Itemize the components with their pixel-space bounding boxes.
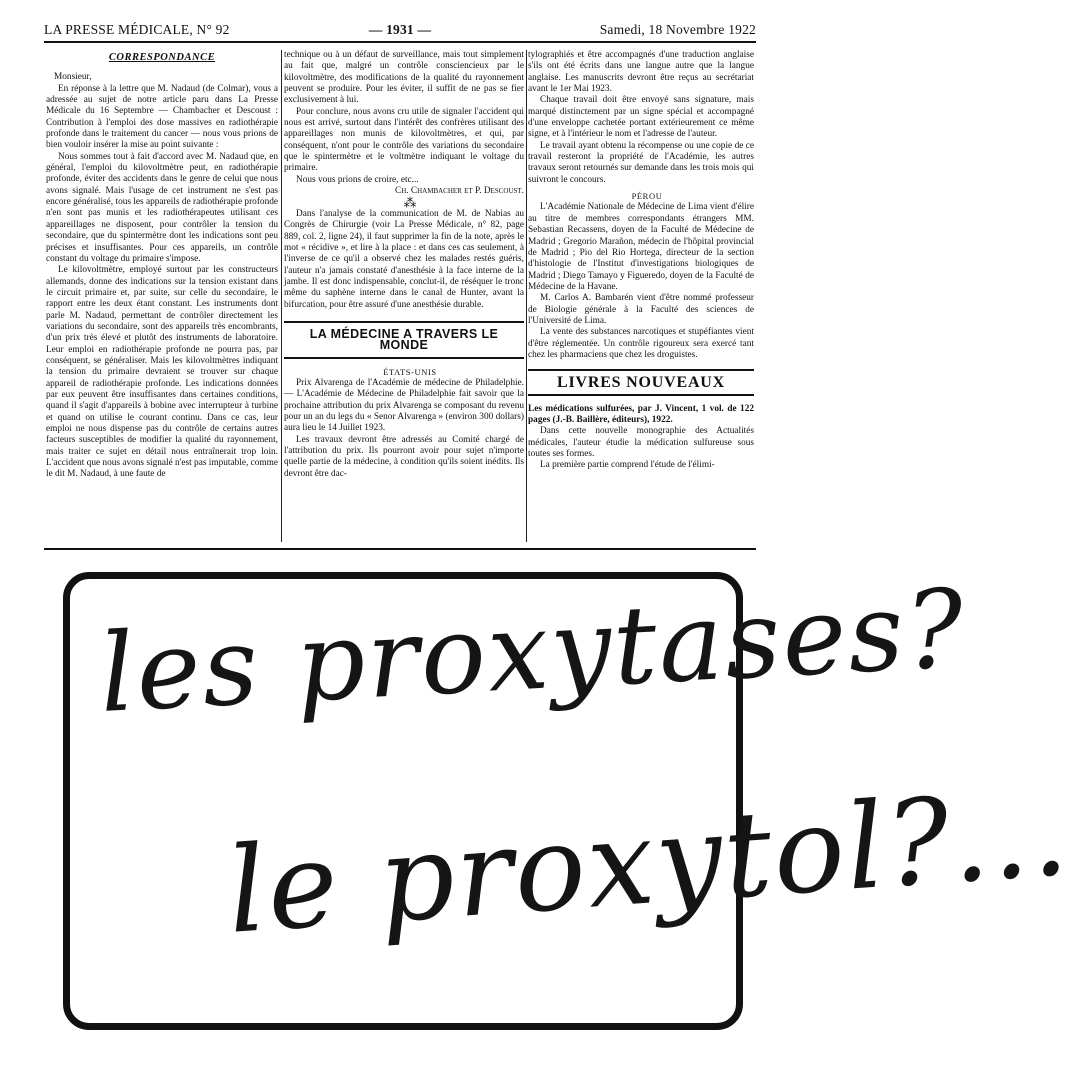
section-separator-stars: ⁂	[403, 195, 417, 211]
issue-date: Samedi, 18 Novembre 1922	[599, 22, 756, 37]
paragraph: Pour conclure, nous avons cru utile de signaler l'accident qui nous est arrivé, surtout dans l'intérêt des confrères utilisant des appareillages non munis de kilovoltmètres, et qui, par conséquent, n'ont pour le contrôle des variations du secondaire que le spintermètre et le voltmètre indiquant le voltage du primaire.	[284, 106, 524, 174]
paragraph: Chaque travail doit être envoyé sans signature, mais marqué distinctement par un signe spécial et accompagné d'une enveloppe cachetée portant extérieurement ce même signe, et à l'intérieur le nom et l'adresse de l'auteur.	[528, 95, 754, 140]
salutation: Monsieur,	[54, 72, 92, 83]
page-header	[44, 22, 756, 40]
paragraph: La vente des substances narcotiques et stupéfiantes vient d'être réglementée. Un contrôle rigoureux sera exercé tant chez les pharmaciens que chez les droguistes.	[528, 327, 754, 360]
header-rule	[44, 41, 756, 43]
paragraph: tylographiés et être accompagnés d'une traduction anglaise s'ils ont été écrits dans une langue autre que la langue anglaise. Les manuscrits devront être reçus au secrétariat avant le 1er Mai 1923.	[528, 50, 754, 95]
paragraph: En réponse à la lettre que M. Nadaud (de Colmar), vous a adressée au sujet de notre article paru dans La Presse Médicale du 16 Septembre — Chambacher et Descoust : Contribution à l'emploi des dose massives en radiothérapie profonde dans le traitement du cancer — nous vous prions de bien vouloir insérer la mise au point suivante :	[46, 83, 278, 151]
paragraph: Nous vous prions de croire, etc...	[296, 174, 419, 185]
erratum-paragraph: Dans l'analyse de la communication de M. de Nabias au Congrès de Chirurgie (voir La Presse Médicale, n° 82, page 889, col. 2, ligne 24), il faut supprimer la fin de la note, après le mot « récidive », et lire à la place : et dans ces cas seulement, à l'inverse de ce qu'il a observé chez les malades restés guéris, l'auteur n'a jamais constaté d'anesthésie à la face interne de la jambe. Il est donc indispensable, conclut-il, de réséquer le tronc même du saphène interne dans le canal de Hunter, avant la bifurcation, pour être assuré d'une anesthésie durable.	[284, 208, 524, 310]
paragraph: M. Carlos A. Bambarén vient d'être nommé professeur de Biologie générale à la Faculté des sciences de l'Université de Lima.	[528, 293, 754, 326]
subhead-etats-unis: ÉTATS-UNIS	[383, 366, 437, 377]
book-entry: Les médications sulfurées, par J. Vincent, 1 vol. de 122 pages (J.-B. Baillère, éditeurs), 1922.	[528, 403, 754, 425]
column-divider	[281, 50, 282, 542]
bottom-rule	[44, 548, 756, 550]
section-title-medecine-monde: LA MÉDECINE A TRAVERS LE MONDE	[284, 321, 524, 359]
paragraph: La première partie comprend l'étude de l'élimi-	[540, 460, 715, 471]
paragraph: Les travaux devront être adressés au Comité chargé de l'attribution du prix. Ils pourront avoir pour sujet n'importe quelle partie de la médecine, à condition qu'ils soient inédits. Ils devront être dac-	[284, 434, 524, 479]
paragraph: Dans cette nouvelle monographie des Actualités médicales, l'auteur étudie la médication sulfureuse sous toutes ses formes.	[528, 426, 754, 459]
subhead-perou: PÉROU	[631, 191, 663, 202]
advertisement-line-proxytases: les proxytases?	[96, 566, 969, 737]
column-divider	[526, 50, 527, 542]
page-number: — 1931 —	[368, 22, 432, 37]
column-correspondance	[46, 50, 278, 542]
column-right	[528, 50, 754, 542]
paragraph: technique ou à un défaut de surveillance, mais tout simplement au fait que, malgré un contrôle consciencieux par le kilovoltmètre, des modifications de la qualité du rayonnement peuvent se produire. Pour les éviter, il suffit de ne pas se fier exclusivement à lui.	[284, 50, 524, 106]
paragraph: Nous sommes tout à fait d'accord avec M. Nadaud que, en général, l'emploi du kilovoltmètre peut, en radiothérapie profonde, éviter des accidents dans le genre de celui que nous avons signalé. Mais l'usage de cet instrument ne s'est pas encore généralisé, tous les appareils de radiothérapie profonde n'en sont pas munis et les radiothérapeutes utilisant ces appareillages ne disposent, pour contrôler la tension du secondaire, que du spintermètre dont les indications sont peu précises et insuffisantes. Pour ces appareils, un contrôle constant du voltage du primaire s'impose.	[46, 151, 278, 264]
paragraph: Le travail ayant obtenu la récompense ou une copie de ce travail resteront la propriété de l'Académie, les autres travaux seront retournés sur demande dans les trois mois qui suivront le concours.	[528, 140, 754, 185]
section-title-correspondance: CORRESPONDANCE	[108, 52, 216, 63]
paragraph: Prix Alvarenga de l'Académie de médecine de Philadelphie. — L'Académie de Médecine de Philadelphie fait savoir que la prochaine attribution du prix Alvarenga se composant du revenu pour un an du legs du « Senor Alvarenga » (environ 300 dollars) aura lieu le 14 Juillet 1923.	[284, 377, 524, 434]
advertisement-line-proxytol: le proxytol?...	[223, 763, 1074, 960]
section-title-livres-nouveaux: LIVRES NOUVEAUX	[528, 369, 754, 395]
paragraph: Le kilovoltmètre, employé surtout par les constructeurs allemands, donne des indications sur la tension existant dans le circuit primaire et, par suite, sur celle du secondaire, le rapport entre les deux étant constant. Les instruments dont parle M. Nadaud, permettant de contrôler directement les variations du secondaire, sont des appareils très encombrants, d'un prix très élevé et plutôt des instruments de laboratoire. Leur emploi en radiothérapie profonde ne pourra pas, par conséquent, se généraliser. Mais les kilovoltmètres indiquant la tension du primaire devraient se trouver sur chaque appareil de radiothérapie profonde. Les indications données par eux peuvent être insuffisantes dans certaines conditions, quand il s'agit d'appareils à bobine avec interrupteur à turbine et quand on utilise le courant continu. Dans ce cas, leur emploi ne nous dispense pas du contrôle de certains autres facteurs susceptibles de modifier la qualité du rayonnement, mais traiter ce sujet en détail nous entraînerait trop loin. L'accident que nous avons signalé n'est pas imputable, comme le dit M. Nadaud, à une faute de	[46, 265, 278, 480]
column-middle	[284, 50, 524, 542]
signature: Ch. Chambacher et P. Descoust.	[395, 186, 524, 197]
paragraph: L'Académie Nationale de Médecine de Lima vient d'élire au titre de membres correspondants étrangers MM. Sebastian Recassens, doyen de la Faculté de Médecine de Madrid ; Gregorio Marañon, médecin de l'hôpital provincial de Madrid ; Pio del Rio Hortega, directeur de la section d'histologie de l'Institut d'investigations biologiques de Madrid ; Diego Tamayo y Figueredo, doyen de la Faculté de Médecine de la Havane.	[528, 202, 754, 292]
journal-name: LA PRESSE MÉDICALE, N° 92	[44, 22, 230, 37]
